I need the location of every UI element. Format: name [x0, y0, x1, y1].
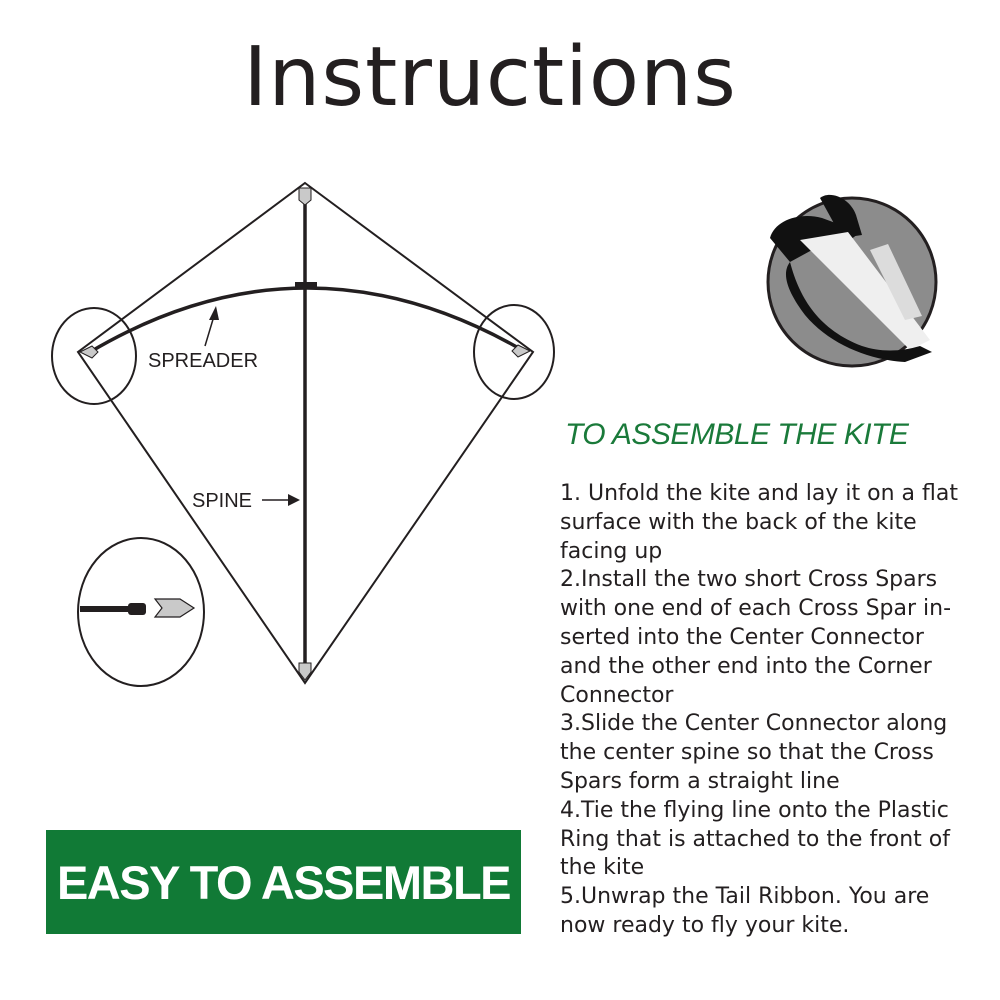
section-heading: TO ASSEMBLE THE KITE	[565, 418, 909, 451]
top-tip-cap	[299, 188, 311, 205]
spreader-label: SPREADER	[148, 350, 259, 372]
banner-text: EASY TO ASSEMBLE	[56, 855, 511, 909]
step-5: 5.Unwrap the Tail Ribbon. You are now ready to fly your kite.	[560, 884, 930, 938]
easy-assemble-banner	[46, 830, 521, 934]
spreader-arrow	[205, 316, 214, 346]
spreader-arrowhead	[209, 306, 219, 320]
assembly-steps	[560, 480, 990, 941]
step-2: 2.Install the two short Cross Spars with one end of each Cross Spar in- serted into the Center Connector and the other end into the Corner Connector	[560, 567, 952, 708]
step-3: 3.Slide the Center Connector along the center spine so that the Cross Spars form a straight line	[560, 711, 948, 794]
rod-end-tip	[155, 599, 194, 617]
step-4: 4.Tie the flying line onto the Plastic Ring that is attached to the front of the kite	[560, 797, 950, 881]
rod-end-cap	[128, 603, 146, 615]
center-connector	[295, 282, 317, 288]
step-1: 1. Unfold the kite and lay it on a flat surface with the back of the kite facing up	[560, 481, 958, 564]
page-title: Instructions	[243, 30, 737, 125]
spine-arrowhead	[288, 494, 300, 506]
spine-label: SPINE	[192, 490, 253, 512]
